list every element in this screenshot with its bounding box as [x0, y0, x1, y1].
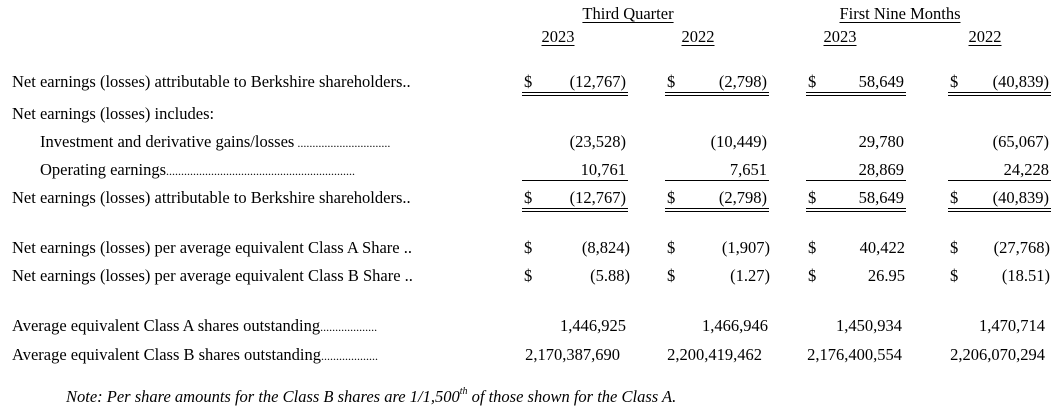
row-label-text: Average equivalent Class A shares outstanding — [12, 316, 321, 335]
currency-sign: $ — [524, 266, 533, 285]
row-label — [40, 134, 390, 151]
year-q3-2022: 2022 — [681, 27, 715, 46]
value-9m-2022: 24,228 — [1003, 160, 1049, 179]
currency-sign: $ — [667, 238, 676, 257]
row-label — [12, 318, 377, 335]
year-9m-2022: 2022 — [968, 27, 1002, 46]
dot-leader: ............................... — [297, 136, 391, 150]
currency-sign: $ — [667, 72, 676, 91]
currency-sign: $ — [808, 238, 817, 257]
footnote-prefix: Note: Per share amounts for the Class B shares are 1/1,500 — [66, 387, 460, 406]
value-9m-2023: 26.95 — [867, 266, 905, 285]
first-nine-months-header: First Nine Months — [839, 4, 961, 23]
value-9m-2022: 1,470,714 — [979, 316, 1045, 335]
value-q3-2023: (8,824) — [581, 238, 630, 257]
year-q3-2023: 2023 — [541, 27, 575, 46]
value-q3-2022: 1,466,946 — [702, 316, 768, 335]
currency-sign: $ — [667, 188, 676, 207]
value-q3-2022: 2,200,419,462 — [667, 345, 762, 364]
value-9m-2023: 58,649 — [858, 188, 904, 207]
row-label: Net earnings (losses) per average equivalent Class B Share .. — [12, 266, 413, 285]
value-q3-2022: (2,798) — [718, 188, 767, 207]
value-9m-2023: 1,450,934 — [836, 316, 902, 335]
includes-label: Net earnings (losses) includes: — [12, 104, 215, 123]
row-label — [40, 162, 355, 179]
value-9m-2023: 58,649 — [858, 72, 904, 91]
value-q3-2022: 7,651 — [729, 160, 767, 179]
currency-sign: $ — [524, 72, 533, 91]
footnote-superscript: th — [459, 386, 468, 397]
currency-sign: $ — [808, 188, 817, 207]
row-label: Net earnings (losses) per average equivalent Class A Share .. — [12, 238, 413, 257]
footnote — [66, 386, 677, 406]
currency-sign: $ — [808, 266, 817, 285]
dot-leader: ................... — [320, 320, 378, 334]
value-9m-2023: 28,869 — [858, 160, 904, 179]
value-q3-2022: (2,798) — [718, 72, 767, 91]
year-9m-2023: 2023 — [823, 27, 857, 46]
value-q3-2023: 2,170,387,690 — [525, 345, 620, 364]
value-9m-2022: (18.51) — [1001, 266, 1050, 285]
currency-sign: $ — [808, 72, 817, 91]
value-q3-2023: 1,446,925 — [560, 316, 626, 335]
value-9m-2023: 40,422 — [859, 238, 905, 257]
row-label — [12, 347, 378, 364]
dot-leader: ................... — [321, 349, 378, 363]
value-q3-2022: (1.27) — [730, 266, 770, 285]
value-9m-2022: (65,067) — [992, 132, 1049, 151]
third-quarter-header: Third Quarter — [582, 4, 674, 23]
value-9m-2022: (27,768) — [993, 238, 1050, 257]
currency-sign: $ — [524, 238, 533, 257]
footnote-suffix: of those shown for the Class A. — [467, 387, 677, 406]
value-q3-2022: (1,907) — [721, 238, 770, 257]
currency-sign: $ — [667, 266, 676, 285]
currency-sign: $ — [950, 72, 959, 91]
row-label-text: Operating earnings — [40, 160, 166, 179]
row-label-text: Investment and derivative gains/losses — [40, 132, 295, 151]
value-9m-2022: (40,839) — [992, 188, 1049, 207]
value-q3-2023: (5.88) — [590, 266, 630, 285]
row-label-text: Average equivalent Class B shares outstanding — [12, 345, 321, 364]
value-q3-2023: (12,767) — [569, 188, 626, 207]
value-q3-2023: 10,761 — [580, 160, 626, 179]
value-q3-2023: (23,528) — [569, 132, 626, 151]
value-9m-2023: 29,780 — [858, 132, 904, 151]
currency-sign: $ — [950, 238, 959, 257]
dot-leader: ............................................................... — [166, 164, 355, 178]
value-q3-2023: (12,767) — [569, 72, 626, 91]
value-q3-2022: (10,449) — [710, 132, 767, 151]
value-9m-2023: 2,176,400,554 — [807, 345, 902, 364]
value-9m-2022: (40,839) — [992, 72, 1049, 91]
currency-sign: $ — [950, 188, 959, 207]
value-9m-2022: 2,206,070,294 — [950, 345, 1045, 364]
row-label: Net earnings (losses) attributable to Berkshire shareholders.. — [12, 72, 411, 91]
currency-sign: $ — [524, 188, 533, 207]
currency-sign: $ — [950, 266, 959, 285]
row-label: Net earnings (losses) attributable to Berkshire shareholders.. — [12, 188, 411, 207]
